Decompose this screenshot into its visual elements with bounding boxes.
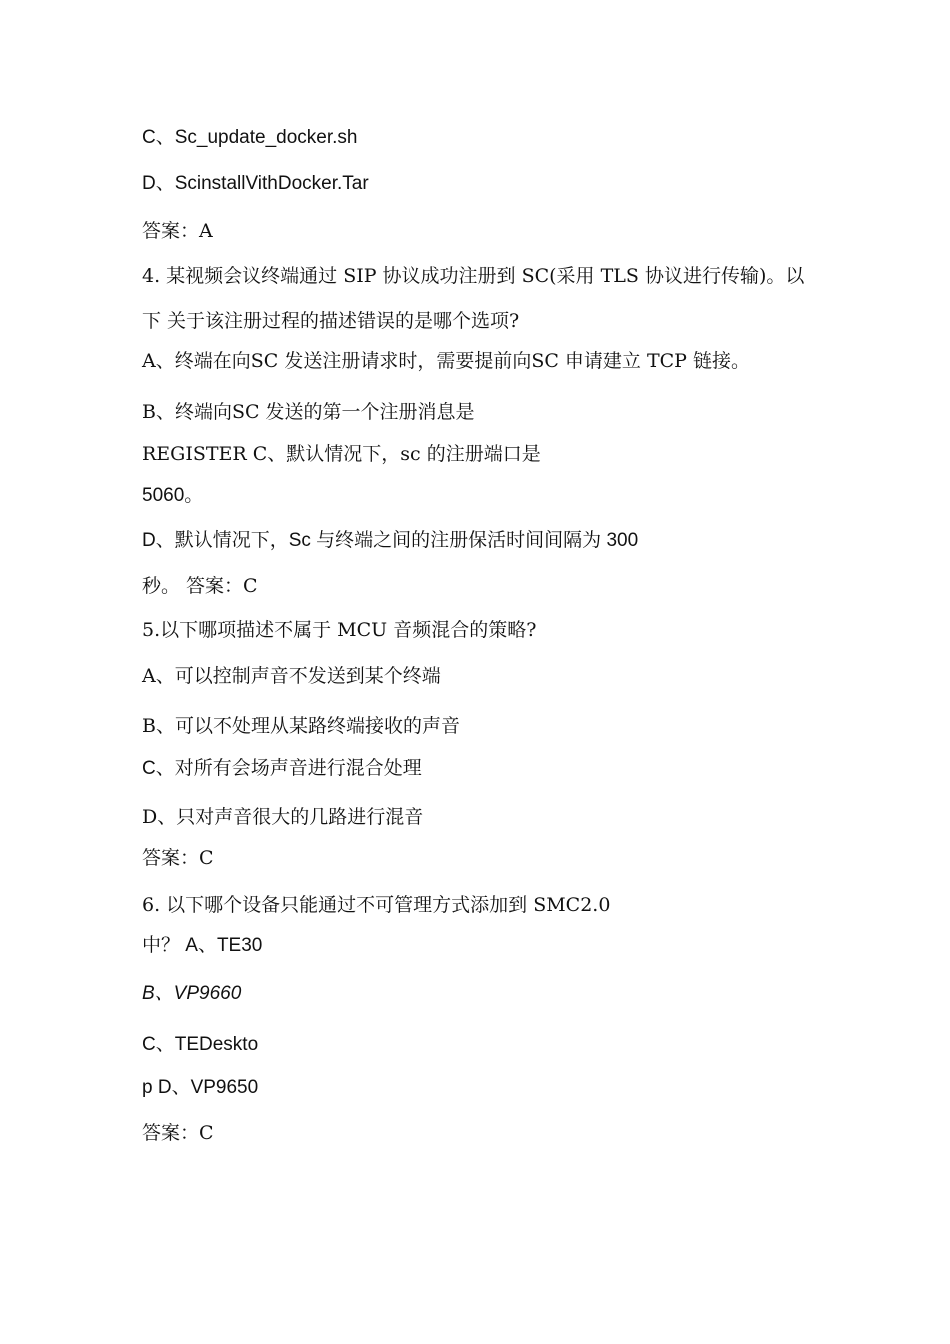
question-4-option-b: B、终端向SC 发送的第一个注册消息是 [142, 401, 475, 423]
question-4-option-d: D、默认情况下，Sc 与终端之间的注册保活时间间隔为 300 [142, 530, 639, 551]
question-6-title: 6. 以下哪个设备只能通过不可管理方式添加到 SMC2.0 [142, 894, 611, 916]
question-4-option-b-c: REGISTER C、默认情况下，sc 的注册端口是 [142, 443, 541, 465]
question-5-option-a: A、可以控制声音不发送到某个终端 [142, 665, 441, 687]
question-5-option-b: B、可以不处理从某路终端接收的声音 [142, 715, 460, 737]
question-6-option-b: B、VP9660 [142, 983, 242, 1004]
question-6-answer: 答案：C [142, 1122, 214, 1144]
question-6-option-a: 中？ A、TE30 [142, 935, 263, 956]
option-d-install-docker: D、ScinstallVithDocker.Tar [142, 173, 369, 194]
question-5-answer: 答案：C [142, 847, 214, 869]
answer-3: 答案：A [142, 220, 213, 242]
question-4-option-c-port: 5060。 [142, 485, 204, 506]
question-5-option-c: C、对所有会场声音进行混合处理 [142, 758, 422, 779]
question-4-option-a: A、终端在向SC 发送注册请求时，需要提前向SC 申请建立 TCP 链接。 [142, 350, 750, 372]
option-c-update-docker: C、Sc_update_docker.sh [142, 127, 358, 148]
question-4-answer: 秒。 答案：C [142, 575, 258, 597]
question-5-title: 5.以下哪项描述不属于 MCU 音频混合的策略? [142, 619, 537, 641]
question-6-option-d: p D、VP9650 [142, 1077, 259, 1098]
question-5-option-d: D、只对声音很大的几路进行混音 [142, 806, 424, 828]
question-4-line-2: 下 关于该注册过程的描述错误的是哪个选项? [142, 310, 520, 332]
question-6-option-c: C、TEDeskto [142, 1034, 259, 1055]
question-4-line-1: 4. 某视频会议终端通过 SIP 协议成功注册到 SC(采用 TLS 协议进行传输)。以 [142, 265, 805, 287]
